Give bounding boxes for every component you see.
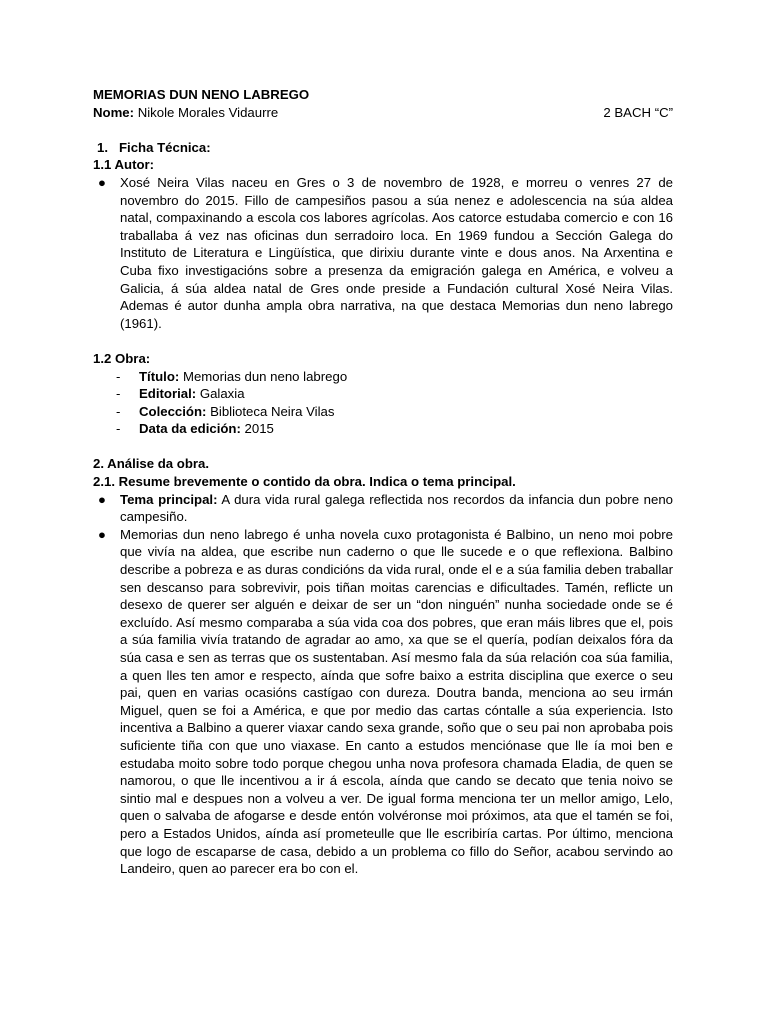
obra-item-value: Biblioteca Neira Vilas	[210, 403, 335, 419]
dash-icon: -	[116, 386, 121, 402]
obra-item-label: Título:	[139, 368, 180, 384]
section-number: 1.	[97, 139, 108, 155]
autor-bullet	[93, 174, 673, 332]
document-title: MEMORIAS DUN NENO LABREGO	[93, 87, 310, 102]
autor-text: Xosé Neira Vilas naceu en Gres o 3 de novembro de 1928, e morreu o venres 27 de novembro do 2015. Fillo de campesiños pasou a súa nenez e adolescencia na súa aldea natal, compaxinando a escola cos labores agrícolas. Aos catorce estudaba comercio e con 16 traballaba á vez nas oficinas dun serradoiro loca. En 1969 fundou a Sección Galega do Instituto de Literatura e Lingüística, que dirixiu durante vinte e dous anos. Na Arxentina e Cuba fixo investigacións sobre a presenza da emigración galega en América, e volveu a Galicia, á súa aldea natal de Gres onde preside a Fundación cultural Xosé Neira Vilas. Ademas é autor dunha ampla obra narrativa, na que destaca Memorias dun neno labrego (1961).	[120, 174, 673, 331]
dash-icon: -	[116, 403, 121, 419]
summary-text: Memorias dun neno labrego é unha novela cuxo protagonista é Balbino, un neno moi pobre que vivía na aldea, que escribe nun caderno o que lle sucede e o que reflexiona. Balbino describe a pobreza e as duras condicións da vida rural, onde el e a súa familia deben traballar sen descanso para sobrevivir, pois tiñan moitas carencias e dificultades. Tamén, reflicte un desexo de querer ser alguén e deixar de ser un “don ninguén” nunha sociedade onde se é excluído. Así mesmo comparaba a súa vida coa dos pobres, que eran máis libres que el, pois a súa familia vivía tratando de agradar ao amo, xa que se el quería, podían deixalos fóra da súa casa e sen as terras que os sustentaban. Así mesmo fala da súa relación coa súa familia, a quen lles ten amor e respecto, aínda que sofre baixo a estrita disciplina que exerce o seu pai, quen en varias ocasións castígao con dureza. Doutra banda, menciona ao seu irmán Miguel, quen se foi a América, e que por medio das cartas cóntalle a súa experiencia. Isto incentiva a Balbino a querer viaxar cando sexa grande, soño que o seu pai non aprobaba pois suficiente tiña con que uno viaxase. En canto a estudos menciónase que lle ía moi ben e estudaba moito sobre todo porque chegou unha nova profesora chamada Eladia, de quen se namorou, o que lle incentivou a ir á escola, aínda que cando se decato que tenia noivo se sintio mal e despues non a volveu a ver. De igual forma menciona ter un mellor amigo, Lelo, quen o salvaba de afogarse e desde entón volvéronse moi próximos, ata que el tamén se foi, pero a Estados Unidos, aínda así prometeulle que lle escribiría cartas. Por último, menciona que logo de escaparse de casa, debido a un problema co fillo do Señor, acabou servindo ao Landeiro, quen ao parecer era bo con el.	[120, 526, 673, 877]
name-value: Nikole Morales Vidaurre	[137, 104, 279, 120]
obra-item-value: 2015	[244, 421, 274, 437]
obra-heading: 1.2 Obra:	[93, 350, 151, 366]
obra-item-value: Galaxia	[199, 386, 245, 402]
dash-icon: -	[116, 368, 121, 384]
obra-item-label: Colección:	[139, 403, 207, 419]
summary-bullet	[93, 526, 673, 878]
class-label: 2 BACH “C”	[603, 104, 673, 120]
obra-item-value: Memorias dun neno labrego	[182, 368, 348, 384]
section-title: Ficha Técnica:	[119, 139, 211, 155]
bullet-icon: ●	[98, 526, 106, 542]
dash-icon: -	[116, 421, 121, 437]
analise-heading: 2. Análise da obra.	[93, 456, 210, 472]
name-label: Nome:	[93, 104, 135, 120]
obra-item-editorial	[93, 385, 673, 403]
tema-text: A dura vida rural galega reflectida nos recordos da infancia dun pobre neno campesiño.	[120, 491, 674, 525]
obra-item-coleccion	[93, 403, 673, 421]
obra-item-label: Data da edición:	[139, 421, 241, 437]
autor-heading: 1.1 Autor:	[93, 157, 155, 173]
question-heading: 2.1. Resume brevemente o contido da obra. Indica o tema principal.	[93, 474, 516, 490]
obra-item-label: Editorial:	[139, 386, 197, 402]
student-name	[93, 104, 278, 122]
bullet-icon: ●	[98, 491, 106, 507]
student-line	[93, 104, 673, 122]
obra-item-titulo	[93, 368, 673, 386]
section-heading-ficha	[93, 139, 673, 157]
bullet-icon: ●	[98, 174, 106, 190]
tema-label: Tema principal:	[120, 491, 218, 507]
obra-item-data	[93, 420, 673, 438]
document-body	[93, 86, 673, 878]
tema-bullet	[93, 491, 673, 526]
